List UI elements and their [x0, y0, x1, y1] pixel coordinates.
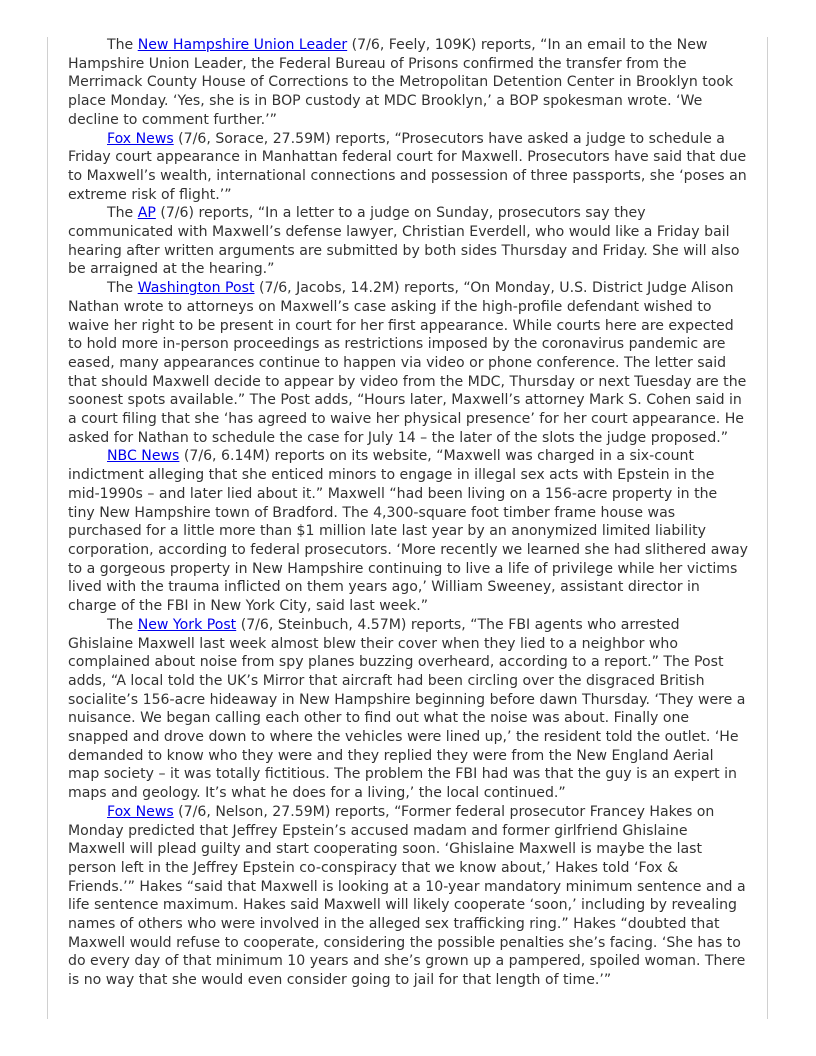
paragraph-lead: The	[107, 280, 138, 297]
left-margin-rule	[47, 37, 48, 1019]
source-link-washington-post[interactable]: Washington Post	[137, 280, 255, 297]
paragraph-text: (7/6, Steinbuch, 4.57M) reports, “The FBI agents who arrested Ghislaine Maxwell last week almost blew their cover when they lied to a neighbor who complained about noise from spy planes buzzing overheard, according to a report.” The Post adds, “A local told the UK’s Mirror that aircraft had been circling over the disgraced British socialite’s 156-acre hideaway in New Hampshire beginning before dawn Thursday. ‘They were a nuisance. We began calling each other to find out what the noise was about. Finally one snapped and drove down to where the vehicles were lined up,’ the resident told the outlet. ‘He demanded to know who they were and they replied they were from the New England Aerial map society – it was totally fictitious. The problem the FBI had was that the guy is an expert in maps and geology. It’s what he does for a living,’ the local continued.”	[68, 616, 746, 802]
paragraph-text: (7/6) reports, “In a letter to a judge on Sunday, prosecutors say they communicated with Maxwell’s defense lawyer, Christian Everdell, who would like a Friday bail hearing after written arguments are submitted by both sides Thursday and Friday. She will also be arraigned at the hearing.”	[68, 205, 740, 278]
paragraph-lead: The	[107, 616, 138, 633]
paragraph-text: (7/6, Jacobs, 14.2M) reports, “On Monday, U.S. District Judge Alison Nathan wrote to attorneys on Maxwell’s case asking if the high-profile defendant wished to waive her right to be present in court for her first appearance. While courts here are expected to hold more in-person proceedings as restrictions imposed by the coronavirus pandemic are eased, many appearances continue to happen via video or phone conference. The letter said that should Maxwell decide to appear by video from the MDC, Thursday or next Tuesday are the soonest spots available.” The Post adds, “Hours later, Maxwell’s attorney Mark S. Cohen said in a court filing that she ‘has agreed to waive her physical presence’ for her court appearance. He asked for Nathan to schedule the case for July 14 – the later of the slots the judge proposed.”	[68, 280, 747, 446]
paragraph-ap	[68, 204, 748, 279]
paragraph-text: (7/6, Feely, 109K) reports, “In an email to the New Hampshire Union Leader, the Federal Bureau of Prisons confirmed the transfer from the Merrimack County House of Corrections to the Metropolitan Detention Center in Brooklyn took place Monday. ‘Yes, she is in BOP custody at MDC Brooklyn,’ a BOP spokesman wrote. ‘We decline to comment further.’”	[68, 37, 734, 128]
source-link-fox-news[interactable]: Fox News	[107, 803, 174, 820]
news-digest-body	[68, 36, 748, 990]
paragraph-fox-news-nelson	[68, 803, 748, 990]
paragraph-text: (7/6, Nelson, 27.59M) reports, “Former federal prosecutor Francey Hakes on Monday predicted that Jeffrey Epstein’s accused madam and former girlfriend Ghislaine Maxwell will plead guilty and start cooperating soon. ‘Ghislaine Maxwell is maybe the last person left in the Jeffrey Epstein co-conspiracy that we know about,’ Hakes told ‘Fox & Friends.’” Hakes “said that Maxwell is looking at a 10-year mandatory minimum sentence and a life sentence maximum. Hakes said Maxwell will likely cooperate ‘soon,’ including by revealing names of others who were involved in the alleged sex trafficking ring.” Hakes “doubted that Maxwell would refuse to cooperate, considering the possible penalties she’s facing. ‘She has to do every day of that minimum 10 years and she’s grown up a pampered, spoiled woman. There is no way that she would even consider going to jail for that length of time.’”	[68, 803, 746, 989]
paragraph-text: (7/6, 6.14M) reports on its website, “Maxwell was charged in a six-count indictment alleging that she enticed minors to engage in illegal sex acts with Epstein in the mid-1990s – and later lied about it.” Maxwell “had been living on a 156-acre property in the tiny New Hampshire town of Bradford. The 4,300-square foot timber frame house was purchased for a little more than $1 million late last year by an anonymized limited liability corporation, according to federal prosecutors. ‘More recently we learned she had slithered away to a gorgeous property in New Hampshire continuing to live a life of privilege while her victims lived with the trauma inflicted on them years ago,’ William Sweeney, assistant director in charge of the FBI in New York City, said last week.”	[68, 448, 748, 615]
right-margin-rule	[767, 37, 768, 1019]
paragraph-nbc-news	[68, 447, 748, 615]
source-link-ap[interactable]: AP	[137, 205, 156, 222]
source-link-new-hampshire-union-leader[interactable]: New Hampshire Union Leader	[137, 37, 348, 53]
paragraph-washington-post	[68, 279, 748, 447]
paragraph-new-york-post	[68, 616, 748, 803]
paragraph-lead: The	[107, 205, 138, 222]
paragraph-fox-news-sorace	[68, 130, 748, 205]
source-link-nbc-news[interactable]: NBC News	[107, 448, 180, 465]
paragraph-text: (7/6, Sorace, 27.59M) reports, “Prosecutors have asked a judge to schedule a Friday court appearance in Manhattan federal court for Maxwell. Prosecutors have said that due to Maxwell’s wealth, international connections and possession of three passports, she ‘poses an extreme risk of flight.’”	[68, 130, 747, 203]
paragraph-lead: The	[107, 37, 138, 53]
paragraph-nh-union-leader	[68, 36, 748, 130]
source-link-fox-news[interactable]: Fox News	[107, 130, 174, 147]
source-link-new-york-post[interactable]: New York Post	[137, 616, 237, 633]
